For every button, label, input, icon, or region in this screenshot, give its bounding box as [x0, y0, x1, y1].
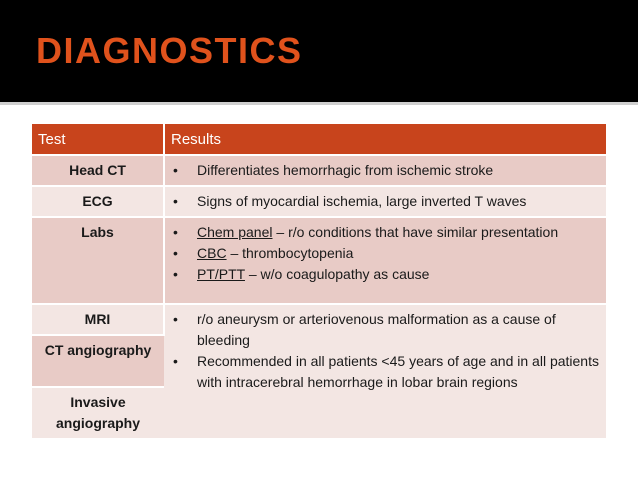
test-cell-head-ct: Head CT [32, 155, 164, 186]
test-cell-ct-angiography: CT angiography [32, 335, 164, 387]
header-test: Test [32, 124, 164, 155]
result-term: PT/PTT [197, 266, 245, 282]
result-item [171, 243, 600, 264]
result-item: • Recommended in all patients <45 years of age and in all patients with intracerebral hemorrhage in lobar brain regions [171, 351, 600, 393]
results-cell-imaging [164, 304, 606, 438]
result-text: – thrombocytopenia [226, 245, 354, 261]
test-cell-invasive-angiography: Invasive angiography [32, 387, 164, 438]
table-row [32, 304, 606, 335]
title-bar [0, 0, 638, 102]
result-text: – w/o coagulopathy as cause [244, 266, 430, 282]
test-cell-ecg: ECG [32, 186, 164, 217]
test-cell-mri: MRI [32, 304, 164, 335]
result-text: – r/o conditions that have similar presentation [272, 224, 559, 240]
result-item: • Differentiates hemorrhagic from ischemic stroke [171, 160, 600, 181]
results-cell-ecg [164, 186, 606, 217]
result-item [171, 222, 600, 243]
slide-title: DIAGNOSTICS [36, 30, 303, 71]
results-cell-head-ct [164, 155, 606, 186]
result-item [171, 264, 600, 285]
title-divider [0, 102, 638, 105]
result-item: • Signs of myocardial ischemia, large inverted T waves [171, 191, 600, 212]
table-row [32, 217, 606, 304]
result-term: CBC [197, 245, 227, 261]
header-results: Results [164, 124, 606, 155]
results-cell-labs [164, 217, 606, 304]
table-row [32, 155, 606, 186]
diagnostics-table [32, 124, 606, 438]
test-cell-labs: Labs [32, 217, 164, 304]
table-header-row [32, 124, 606, 155]
table-row [32, 186, 606, 217]
result-item: • r/o aneurysm or arteriovenous malformation as a cause of bleeding [171, 309, 600, 351]
result-term: Chem panel [197, 224, 273, 240]
